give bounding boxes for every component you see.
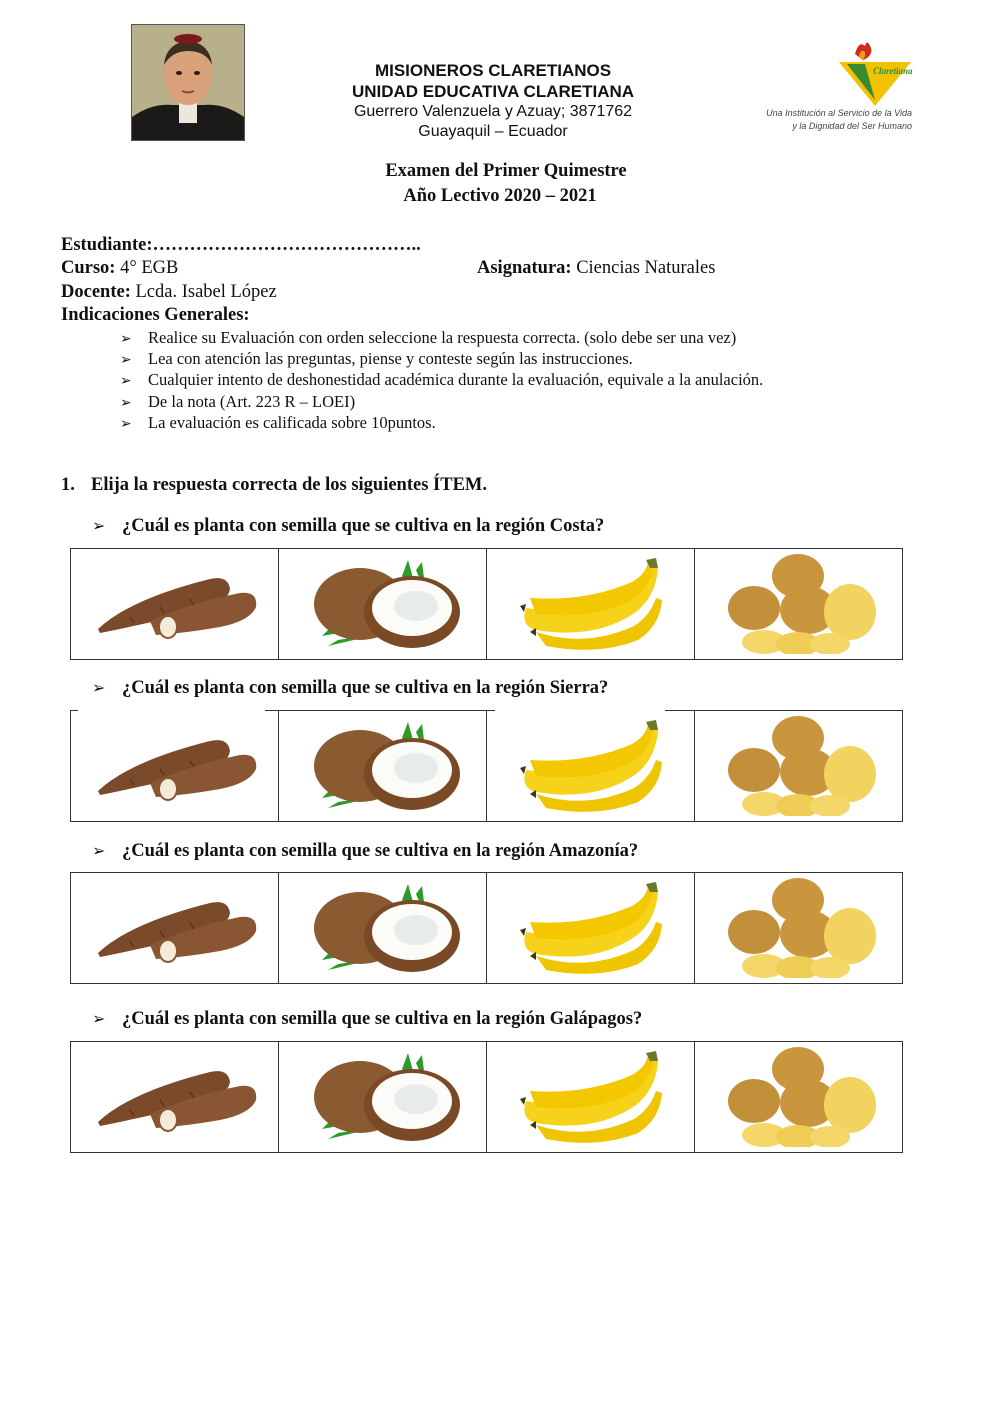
potato-icon [695,554,902,654]
cassava-icon [71,1052,278,1142]
cassava-icon [71,559,278,649]
arrow-bullet-icon: ➢ [92,843,106,860]
answer-option[interactable] [279,1042,487,1153]
section-title: Elija la respuesta correcta de los siguientes ÍTEM. [91,475,488,495]
answer-option[interactable] [279,711,487,822]
border-gap [495,708,665,712]
student-blank: …………………………………….. [152,235,421,255]
question-costa: ➢ ¿Cuál es planta con semilla que se cultiva en la región Costa? [92,516,605,536]
instruction-item: ➢ Lea con atención las preguntas, piense y conteste según las instrucciones. [120,349,633,368]
coconut-icon [279,1049,486,1145]
potato-icon [695,1047,902,1147]
school-logo [750,38,920,138]
answer-option[interactable] [279,549,487,660]
school-city: Guayaquil – Ecuador [418,123,568,140]
teacher-label: Docente: [61,282,131,302]
student-label: Estudiante: [61,235,153,255]
subject-value: Ciencias Naturales [576,258,716,278]
answer-option[interactable] [695,711,903,822]
logo-tagline-2: y la Dignidad del Ser Humano [792,121,912,131]
subject-field [477,258,715,279]
answer-option[interactable] [71,549,279,660]
teacher-field [61,282,277,303]
answer-option[interactable] [695,1042,903,1153]
arrow-bullet-icon: ➢ [92,518,106,535]
founder-portrait [131,24,245,141]
coconut-icon [279,718,486,814]
arrow-bullet-icon: ➢ [120,396,132,411]
options-table-galapagos [70,1041,903,1153]
arrow-bullet-icon: ➢ [120,332,132,347]
logo-text: Claretiana [873,66,913,76]
section-number: 1. [61,475,75,495]
school-address: Guerrero Valenzuela y Azuay; 3871762 [353,103,633,120]
answer-option[interactable] [695,873,903,984]
answer-option[interactable] [71,1042,279,1153]
arrow-bullet-icon: ➢ [120,374,132,389]
instructions-label: Indicaciones Generales: [61,305,250,325]
arrow-bullet-icon: ➢ [120,353,132,368]
border-gap [78,708,265,712]
arrow-bullet-icon: ➢ [92,680,106,697]
logo-tagline-1: Una Institución al Servicio de la Vida [766,108,912,118]
banana-icon [487,718,694,814]
coconut-icon [279,880,486,976]
potato-icon [695,716,902,816]
instruction-item: ➢ Cualquier intento de deshonestidad académica durante la evaluación, equivale a la anulación. [120,370,764,389]
answer-option[interactable] [71,873,279,984]
answer-option[interactable] [487,711,695,822]
arrow-bullet-icon: ➢ [120,417,132,432]
exam-year: Año Lectivo 2020 – 2021 [403,186,597,206]
exam-title: Examen del Primer Quimestre [385,161,627,181]
potato-icon [695,878,902,978]
banana-icon [487,556,694,652]
question-sierra: ➢ ¿Cuál es planta con semilla que se cultiva en la región Sierra? [92,678,609,698]
section-heading [61,475,487,496]
question-amazonia: ➢ ¿Cuál es planta con semilla que se cultiva en la región Amazonía? [92,841,639,861]
answer-option[interactable] [71,711,279,822]
cassava-icon [71,883,278,973]
org-line2: UNIDAD EDUCATIVA CLARETIANA [351,82,635,101]
student-field [61,235,421,256]
cassava-icon [71,721,278,811]
course-label: Curso: [61,258,116,278]
answer-option[interactable] [487,873,695,984]
instruction-item: ➢ La evaluación es calificada sobre 10puntos. [120,413,436,432]
answer-option[interactable] [487,549,695,660]
arrow-bullet-icon: ➢ [92,1011,106,1028]
options-table-costa [70,548,903,660]
options-table-sierra [70,710,903,822]
answer-option[interactable] [279,873,487,984]
options-table-amazonia [70,872,903,984]
course-field [61,258,178,279]
question-galapagos: ➢ ¿Cuál es planta con semilla que se cultiva en la región Galápagos? [92,1009,643,1029]
coconut-icon [279,556,486,652]
banana-icon [487,1049,694,1145]
course-value: 4° EGB [120,258,179,278]
subject-label: Asignatura: [477,258,572,278]
banana-icon [487,880,694,976]
answer-option[interactable] [487,1042,695,1153]
teacher-value: Lcda. Isabel López [135,282,277,302]
instruction-item: ➢ De la nota (Art. 223 R – LOEI) [120,392,356,411]
instruction-item: ➢ Realice su Evaluación con orden seleccione la respuesta correcta. (solo debe ser una vez) [120,328,737,347]
answer-option[interactable] [695,549,903,660]
org-line1: MISIONEROS CLARETIANOS [374,61,612,80]
